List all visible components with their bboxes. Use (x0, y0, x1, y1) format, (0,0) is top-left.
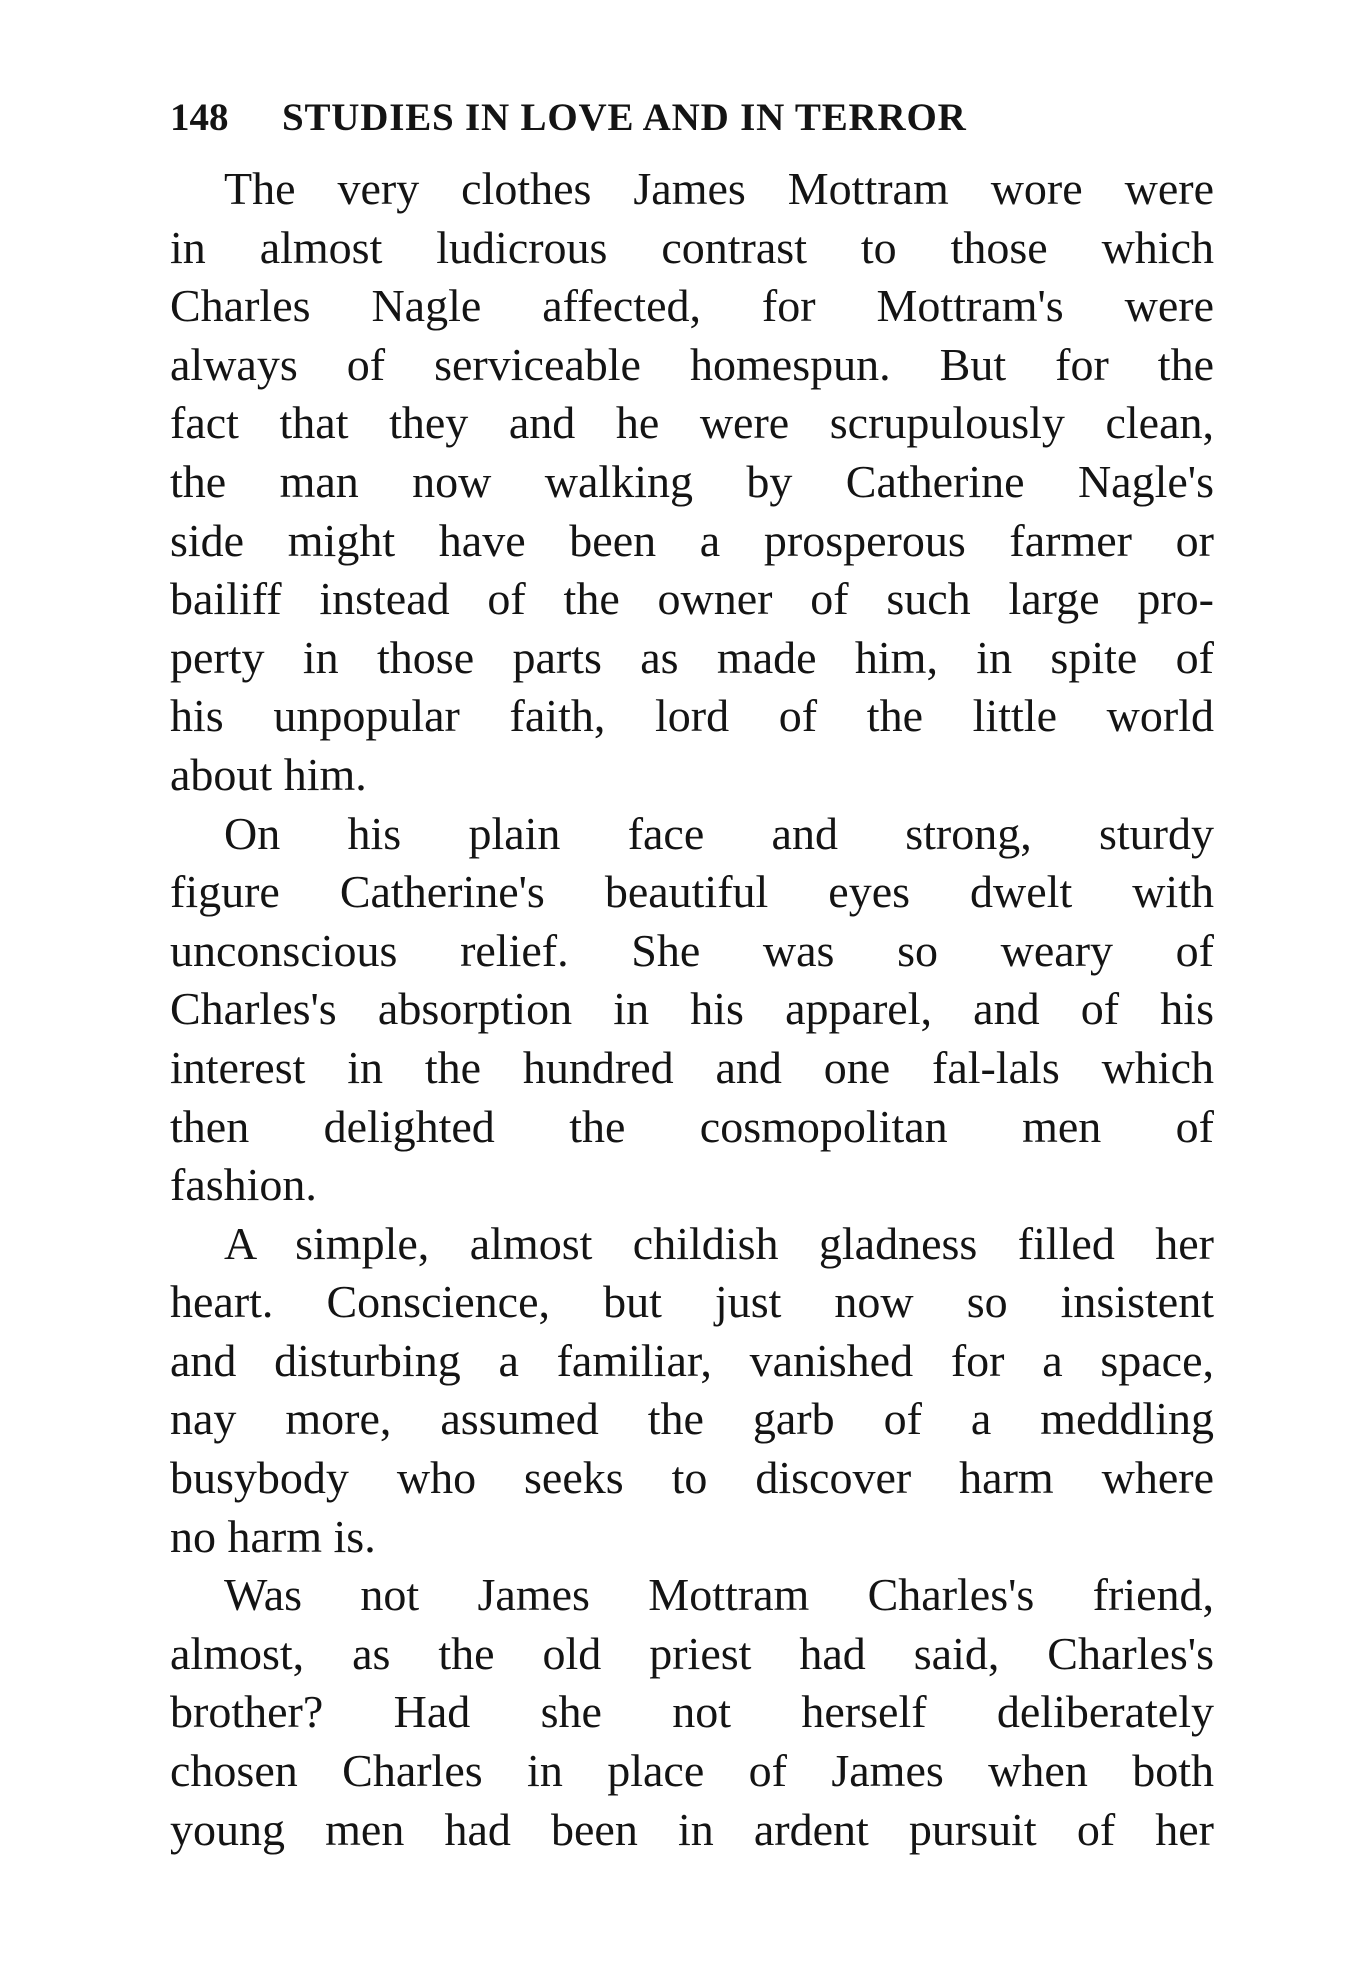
paragraph-2-line: interest in the hundred and one fal-lals which (170, 1041, 1214, 1093)
paragraph-4-line: almost, as the old priest had said, Charles's (170, 1627, 1214, 1679)
paragraph-1-line: The very clothes James Mottram wore were (224, 163, 1214, 214)
paragraph-1-line: always of serviceable homespun. But for the (170, 338, 1214, 390)
paragraph-1-line: Charles Nagle affected, for Mottram's were (170, 280, 1214, 332)
paragraph-1-line: the man now walking by Catherine Nagle's (170, 455, 1214, 507)
paragraph-1-line: bailiff instead of the owner of such large pro- (170, 573, 1214, 625)
paragraph-2-line: unconscious relief. She was so weary of (170, 924, 1214, 976)
paragraph-1-line: side might have been a prosperous farmer or (170, 514, 1214, 566)
paragraph-2-line: On his plain face and strong, sturdy (224, 807, 1214, 859)
paragraph-2-line: fashion. (170, 1159, 317, 1211)
page-number: 148 (170, 96, 229, 139)
paragraph-1-line: perty in those parts as made him, in spite of (170, 631, 1214, 683)
paragraph-4-line: Was not James Mottram Charles's friend, (224, 1569, 1214, 1621)
paragraph-2-line: Charles's absorption in his apparel, and of his (170, 983, 1214, 1035)
paragraph-3-line: no harm is. (170, 1510, 376, 1562)
paragraph-3-line: nay more, assumed the garb of a meddling (170, 1393, 1214, 1445)
paragraph-3-line: heart. Conscience, but just now so insistent (170, 1276, 1214, 1328)
paragraph-4-line: young men had been in ardent pursuit of her (170, 1803, 1214, 1855)
paragraph-3-line: A simple, almost childish gladness filled her (224, 1217, 1214, 1269)
paragraph-4-line: chosen Charles in place of James when both (170, 1745, 1214, 1797)
paragraph-1-line: his unpopular faith, lord of the little world (170, 690, 1214, 742)
paragraph-3-line: busybody who seeks to discover harm where (170, 1452, 1214, 1504)
running-title: STUDIES IN LOVE AND IN TERROR (282, 96, 967, 139)
paragraph-2-line: then delighted the cosmopolitan men of (170, 1100, 1214, 1152)
paragraph-1-line: in almost ludicrous contrast to those which (170, 221, 1214, 273)
paragraph-4-line: brother? Had she not herself deliberately (170, 1686, 1214, 1738)
body-text (170, 160, 1214, 1859)
paragraph-1-line: fact that they and he were scrupulously clean, (170, 397, 1214, 449)
paragraph-3-line: and disturbing a familiar, vanished for a space, (170, 1334, 1214, 1386)
paragraph-1-line: about him. (170, 748, 367, 800)
running-head (170, 88, 1214, 148)
paragraph-2-line: figure Catherine's beautiful eyes dwelt with (170, 866, 1214, 918)
